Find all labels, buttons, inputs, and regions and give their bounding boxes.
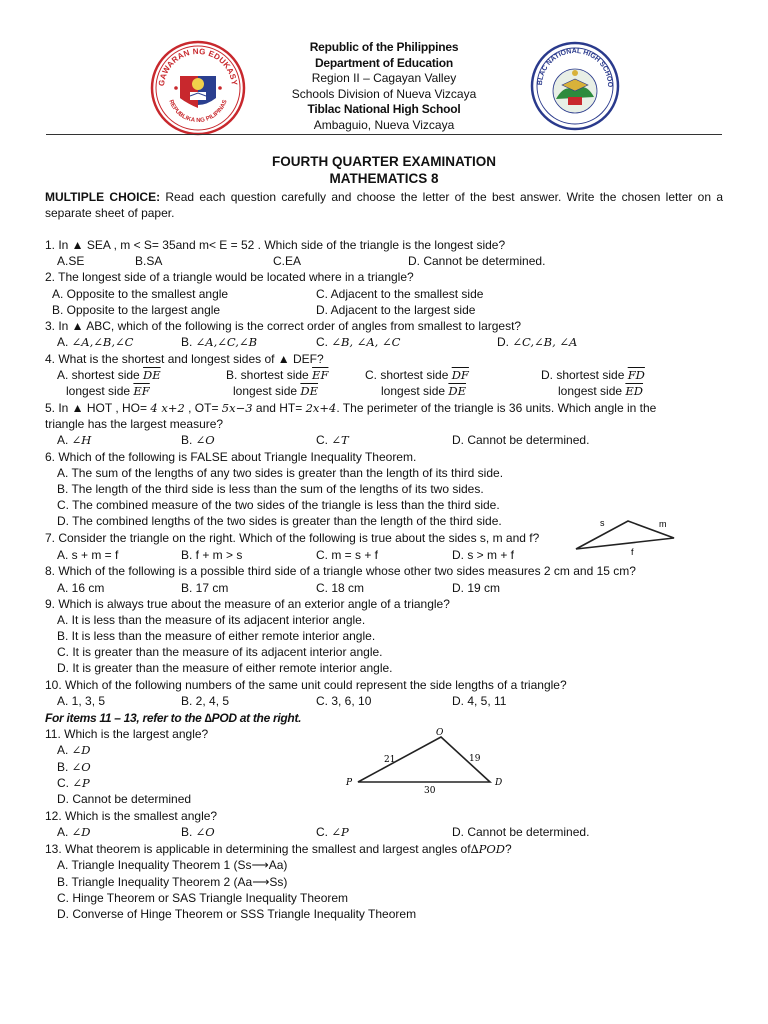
q5-option-c: C. ∠T (316, 433, 349, 447)
exam-subject: MATHEMATICS 8 (329, 171, 439, 186)
school-seal-icon (530, 41, 620, 131)
q2-option-a: A. Opposite to the smallest angle (52, 287, 229, 301)
q6-option-a: A. The sum of the lengths of any two sides is greater than the length of its third side. (57, 466, 504, 480)
pod-vertex-o: O (436, 728, 444, 738)
q6-option-b: B. The length of the third side is less than the sum of the lengths of its two sides. (57, 482, 484, 496)
svg-text:REPUBLIKA NG PILIPINAS: REPUBLIKA NG PILIPINAS (167, 99, 229, 125)
q1-option-c: C.EA (273, 254, 302, 268)
q12-option-c: C. ∠P (316, 825, 349, 839)
q4-option-a-longest: longest side $\overline{EF}$ (66, 384, 150, 398)
q4-option-c: C. shortest side $\overline{DF}$ (365, 368, 469, 382)
q10-stem: 10. Which of the following numbers of the same unit could represent the side lengths of a triangle? (45, 678, 567, 692)
q13-stem: 13. What theorem is applicable in determining the smallest and largest angles of∆POD? (45, 842, 512, 856)
pod-side-od: 19 (469, 754, 481, 764)
q12-option-b: B. ∠O (181, 825, 215, 839)
q1-option-b: B.SA (135, 254, 163, 268)
q2-stem: 2. The longest side of a triangle would be located where in a triangle? (45, 270, 414, 284)
q5-option-d: D. Cannot be determined. (452, 433, 590, 447)
q1-option-d: D. Cannot be determined. (408, 254, 546, 268)
q11-option-d: D. Cannot be determined (57, 792, 192, 806)
header-school: Tiblac National High School (307, 102, 461, 116)
q6-option-c: C. The combined measure of the two sides of the triangle is less than the third side. (57, 498, 500, 512)
q9-option-c: C. It is greater than the measure of its adjacent interior angle. (57, 645, 383, 659)
q1-option-a: A.SE (57, 254, 85, 268)
q4-option-c-longest: longest side $\overline{DE}$ (381, 384, 467, 398)
q6-stem: 6. Which of the following is FALSE about Triangle Inequality Theorem. (45, 450, 417, 464)
q5-stem: 5. In ▲ HOT , HO= 4 x+2 , OT= 5x−3 and HT= 2x+4. The perimeter of the triangle is 36 units. Which angle in the (45, 401, 657, 415)
q3-option-a: A. ∠A,∠B,∠C (57, 335, 134, 349)
header-department: Department of Education (314, 55, 454, 70)
q6-option-d: D. The combined lengths of the two sides is greater than the length of the third side. (57, 514, 502, 528)
q3-option-c: C. ∠B, ∠A, ∠C (316, 335, 401, 349)
q10-option-d: D. 4, 5, 11 (452, 694, 507, 708)
exam-title: FOURTH QUARTER EXAMINATION (272, 154, 496, 169)
q7-option-c: C. m = s + f (316, 548, 379, 562)
q10-option-b: B. 2, 4, 5 (181, 694, 230, 708)
q7-label-s: s (600, 518, 605, 528)
q11-option-a: A. ∠D (57, 743, 91, 757)
header-division: Schools Division of Nueva Vizcaya (291, 86, 477, 101)
q8-option-b: B. 17 cm (181, 581, 229, 595)
pod-side-pd: 30 (424, 786, 436, 796)
q3-option-d: D. ∠C,∠B, ∠A (497, 335, 578, 349)
instructions-text: Read each question carefully and choose the letter of the best answer. Write the chosen letter on a separate sheet of paper. (45, 190, 723, 220)
q5-option-b: B. ∠O (181, 433, 215, 447)
pod-vertex-d: D (495, 778, 503, 788)
instructions (45, 189, 723, 221)
instructions-label: MULTIPLE CHOICE: (45, 190, 161, 204)
q7-option-d: D. s > m + f (452, 548, 515, 562)
pod-triangle-figure (340, 726, 515, 798)
q9-option-a: A. It is less than the measure of its adjacent interior angle. (57, 613, 366, 627)
q11-stem: 11. Which is the largest angle? (45, 727, 209, 741)
q12-option-d: D. Cannot be determined. (452, 825, 590, 839)
pod-vertex-p: P (346, 778, 353, 788)
school-seal (530, 41, 620, 131)
q3-stem: 3. In ▲ ABC, which of the following is the correct order of angles from smallest to largest? (45, 319, 522, 333)
header-block (240, 40, 528, 133)
q4-option-b-longest: longest side $\overline{DE}$ (233, 384, 319, 398)
q4-option-b: B. shortest side $\overline{EF}$ (226, 368, 329, 382)
pod-side-po: 21 (384, 755, 396, 765)
q7-stem: 7. Consider the triangle on the right. Which of the following is true about the sides s, m and f? (45, 531, 540, 545)
q8-option-a: A. 16 cm (57, 581, 105, 595)
q11-option-c: C. ∠P (57, 776, 90, 790)
q7-option-b: B. f + m > s (181, 548, 243, 562)
q3-option-b: B. ∠A,∠C,∠B (181, 335, 258, 349)
deped-seal-icon (150, 40, 246, 136)
q7-label-f: f (631, 547, 634, 557)
header-region: Region II – Cagayan Valley (311, 71, 457, 85)
q12-stem: 12. Which is the smallest angle? (45, 809, 218, 823)
q2-option-b: B. Opposite to the largest angle (52, 303, 221, 317)
q10-option-a: A. 1, 3, 5 (57, 694, 106, 708)
header-divider (46, 134, 722, 135)
q13-option-c: C. Hinge Theorem or SAS Triangle Inequality Theorem (57, 891, 349, 905)
header-country: Republic of the Philippines (309, 40, 459, 54)
q9-stem: 9. Which is always true about the measure of an exterior angle of a triangle? (45, 597, 450, 611)
svg-text:TIBLAC NATIONAL HIGH SCHOOL: BLAC NATIONAL HIGH SCHOO (536, 47, 614, 88)
q4-stem: 4. What is the shortest and longest sides of ▲ DEF? (45, 352, 324, 366)
header-address: Ambaguio, Nueva Vizcaya (313, 117, 455, 132)
q8-stem: 8. Which of the following is a possible third side of a triangle whose other two sides measures 2 cm and 15 cm? (45, 564, 636, 578)
q4-option-d-longest: longest side $\overline{ED}$ (558, 384, 644, 398)
q13-option-a: A. Triangle Inequality Theorem 1 (Ss⟶Aa) (57, 858, 288, 872)
q12-option-a: A. ∠D (57, 825, 91, 839)
q4-option-a: A. shortest side $\overline{DE}$ (57, 368, 161, 382)
q1-stem: 1. In ▲ SEA , m < S= 35and m< E = 52 . Which side of the triangle is the longest side? (45, 238, 506, 252)
deped-seal (150, 40, 246, 136)
q8-option-d: D. 19 cm (452, 581, 501, 595)
q7-option-a: A. s + m = f (57, 548, 119, 562)
q4-option-d: D. shortest side $\overline{FD}$ (541, 368, 645, 382)
q10-option-c: C. 3, 6, 10 (316, 694, 372, 708)
q9-option-b: B. It is less than the measure of either remote interior angle. (57, 629, 376, 643)
q5-option-a: A. ∠H (57, 433, 92, 447)
q5-stem-line2: triangle has the largest measure? (45, 417, 224, 431)
q8-option-c: C. 18 cm (316, 581, 365, 595)
q13-option-d: D. Converse of Hinge Theorem or SSS Triangle Inequality Theorem (57, 907, 417, 921)
q9-option-d: D. It is greater than the measure of either remote interior angle. (57, 661, 393, 675)
q11-option-b: B. ∠O (57, 760, 91, 774)
q7-label-m: m (659, 519, 667, 529)
q7-triangle-figure (570, 510, 682, 560)
q2-option-c: C. Adjacent to the smallest side (316, 287, 484, 301)
svg-text:KAGAWARAN NG EDUKASYON: GAWARAN NG EDUKASY (156, 46, 239, 87)
q2-option-d: D. Adjacent to the largest side (316, 303, 476, 317)
items-11-13-note: For items 11 – 13, refer to the ∆POD at the right. (45, 711, 302, 725)
q13-option-b: B. Triangle Inequality Theorem 2 (Aa⟶Ss) (57, 875, 288, 889)
